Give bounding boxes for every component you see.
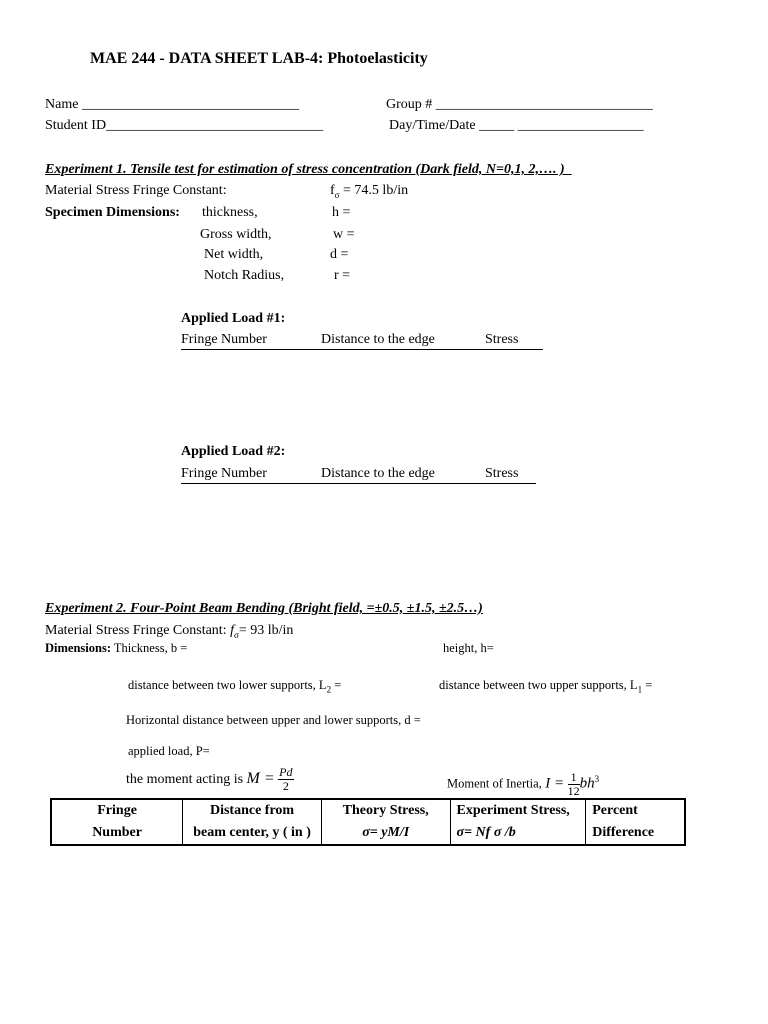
exp2-height: height, h= [443, 641, 494, 655]
exp2-applied-load: applied load, P= [128, 744, 210, 758]
name-label: Name [45, 97, 79, 112]
dim-notch-radius-symbol: r = [334, 268, 351, 283]
exp1-fringe-label: Material Stress Fringe Constant: [45, 183, 227, 198]
student-id-label: Student ID [45, 118, 107, 133]
header-distance-line2: beam center, y ( in ) [193, 825, 311, 840]
inertia-label: Moment of Inertia, [447, 776, 542, 791]
dim-thickness-symbol: h = [332, 205, 351, 220]
header-experiment-line1: Experiment Stress, [456, 803, 570, 818]
header-percent-line1: Percent [592, 803, 638, 818]
exp2-dims-label: Dimensions: [45, 641, 111, 655]
moment-formula [126, 762, 294, 796]
load2-columns [181, 466, 536, 484]
fringe-value-text: = 74.5 lb/in [339, 183, 409, 198]
table-header-row [51, 799, 685, 845]
header-experiment-stress [450, 799, 586, 845]
lower-supports-sub: 2 [326, 684, 332, 695]
exp2-fringe-line [45, 623, 293, 640]
exp1-dims-label: Specimen Dimensions: [45, 205, 180, 220]
inertia-denominator: 12 [567, 783, 580, 798]
upper-supports-text: distance between two upper supports, L [439, 678, 638, 692]
student-id-field [45, 118, 323, 134]
exp2-horizontal-distance: Horizontal distance between upper and lower supports, d = [126, 713, 421, 727]
inertia-exponent: 3 [594, 774, 600, 784]
lower-supports-text: distance between two lower supports, L [128, 678, 327, 692]
inertia-numerator: 1 [568, 771, 580, 785]
fringe-subscript: σ [334, 189, 340, 200]
header-theory-line1: Theory Stress, [342, 803, 429, 818]
daytime-field [389, 118, 644, 134]
dim-gross-width-label: Gross width, [200, 227, 272, 242]
moment-numerator: Pd [279, 765, 293, 780]
moment-label: the moment acting is [126, 772, 244, 787]
upper-supports-sub: 1 [637, 684, 643, 695]
header-theory-line2: σ= yM/I [362, 825, 410, 840]
load1-col-fringe: Fringe Number [181, 332, 267, 347]
upper-supports-eq: = [642, 678, 653, 692]
dim-gross-width-symbol: w = [333, 227, 355, 242]
inertia-lhs: I = [545, 775, 565, 792]
exp2-fringe-subscript: σ [233, 629, 239, 640]
exp1-fringe-value [330, 183, 408, 200]
load2-col-stress: Stress [485, 466, 519, 481]
moment-denominator: 2 [282, 779, 289, 794]
header-fringe-line2: Number [92, 825, 142, 840]
page-title: MAE 244 - DATA SHEET LAB-4: Photoelasticity [90, 50, 428, 67]
header-fringe-number [51, 799, 183, 845]
exp2-dims-line [45, 641, 187, 656]
moment-lhs: M = [246, 770, 275, 787]
group-label: Group # [386, 97, 433, 112]
inertia-formula [447, 762, 599, 796]
group-field [386, 97, 653, 113]
header-distance-line1: Distance from [209, 803, 295, 818]
exp2-upper-supports [439, 678, 652, 695]
daytime-blank[interactable]: _____ __________________ [479, 118, 644, 133]
inertia-rhs: bh [579, 775, 595, 792]
student-id-blank[interactable]: _______________________________ [106, 118, 324, 133]
dim-notch-radius-label: Notch Radius, [204, 268, 285, 283]
exp2-lower-supports [128, 678, 341, 695]
exp2-fringe-label: Material Stress Fringe Constant: [45, 623, 227, 638]
load2-label: Applied Load #2: [181, 444, 286, 459]
exp1-heading: Experiment 1. Tensile test for estimation of stress concentration (Dark field, N=0,1, 2,…. )_ [45, 162, 572, 177]
load2-col-fringe: Fringe Number [181, 466, 267, 481]
header-percent-difference [586, 799, 685, 845]
dim-thickness-label: thickness, [202, 205, 258, 220]
daytime-label: Day/Time/Date [389, 118, 476, 133]
load1-columns [181, 332, 543, 350]
load1-col-stress: Stress [485, 332, 519, 347]
header-percent-line2: Difference [592, 825, 655, 840]
dim-net-width-label: Net width, [204, 247, 264, 262]
header-experiment-line2: σ= Nf σ /b [456, 825, 516, 840]
name-blank[interactable]: _______________________________ [81, 97, 299, 112]
exp2-thickness: Thickness, b = [113, 641, 188, 655]
lower-supports-eq: = [331, 678, 342, 692]
exp2-fringe-symbol: f [230, 623, 234, 638]
exp2-fringe-value: = 93 lb/in [238, 623, 294, 638]
load1-label: Applied Load #1: [181, 311, 286, 326]
moment-fraction [278, 766, 293, 793]
header-fringe-line1: Fringe [97, 803, 137, 818]
header-theory-stress [321, 799, 450, 845]
header-distance [183, 799, 322, 845]
exp2-heading: Experiment 2. Four-Point Beam Bending (Bright field, =±0.5, ±1.5, ±2.5…) [45, 601, 483, 616]
name-field [45, 97, 299, 113]
results-table [50, 798, 686, 846]
inertia-fraction [568, 771, 580, 798]
dim-net-width-symbol: d = [330, 247, 349, 262]
fringe-symbol: f [330, 183, 335, 198]
load1-col-distance: Distance to the edge [321, 332, 435, 347]
group-blank[interactable]: _______________________________ [435, 97, 653, 112]
load2-col-distance: Distance to the edge [321, 466, 435, 481]
